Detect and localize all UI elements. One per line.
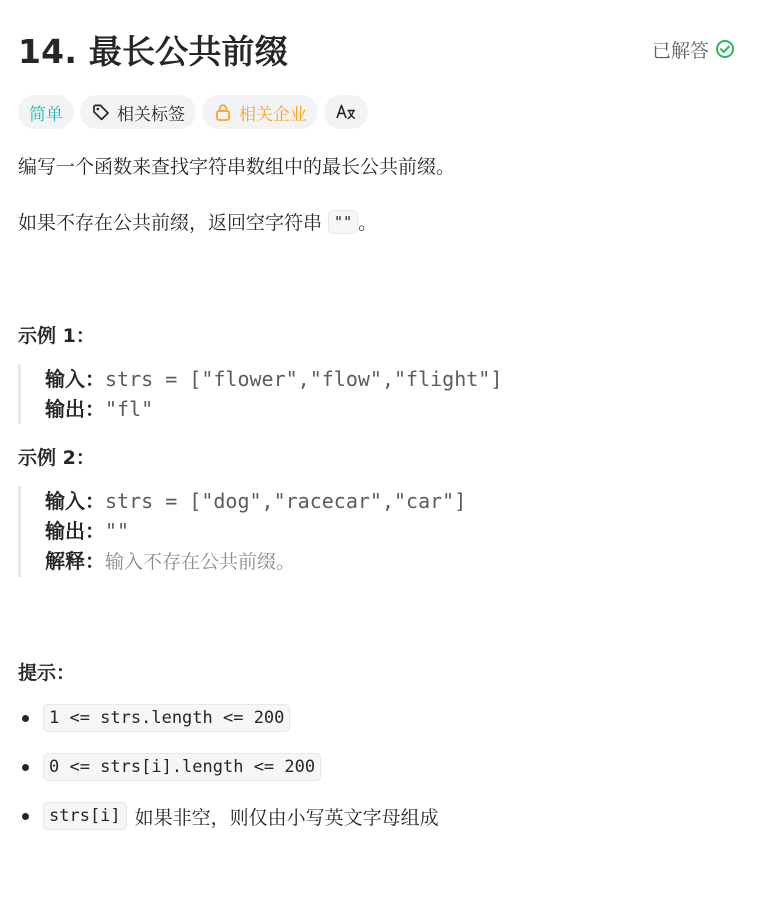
output-value: "" — [105, 519, 130, 543]
constraint-code: strs[i] — [43, 802, 127, 830]
example-2-input — [45, 486, 743, 516]
constraint-item — [18, 703, 743, 733]
example-1-input — [45, 364, 743, 394]
input-label: 输入： — [45, 367, 105, 391]
output-value: "fl" — [105, 397, 154, 421]
companies-tag-button[interactable] — [202, 95, 318, 129]
example-1-title: 示例 1： — [18, 325, 95, 347]
output-label: 输出： — [45, 519, 105, 543]
constraint-code: 1 <= strs.length <= 200 — [43, 704, 290, 732]
example-1-output — [45, 394, 743, 424]
translate-button[interactable] — [324, 95, 368, 129]
topics-tag-button[interactable] — [80, 95, 196, 129]
statement-line-2-text: 如果不存在公共前缀，返回空字符串 — [18, 212, 329, 234]
title-row — [18, 26, 743, 72]
example-2-block — [18, 486, 743, 577]
statement-line-2-suffix: 。 — [358, 212, 378, 234]
bullet-dot — [22, 715, 29, 722]
solved-status[interactable] — [652, 36, 735, 63]
companies-tag-label: 相关企业 — [239, 104, 307, 125]
problem-statement — [18, 152, 743, 238]
problem-description-panel — [0, 26, 761, 904]
constraints-title: 提示： — [18, 662, 76, 684]
bullet-dot — [22, 764, 29, 771]
topics-tag-label: 相关标签 — [117, 104, 185, 125]
check-circle-icon — [715, 39, 735, 59]
bullet-dot — [22, 813, 29, 820]
constraint-text: 如果非空，则仅由小写英文字母组成 — [134, 806, 439, 829]
problem-title[interactable]: 14. 最长公共前缀 — [18, 31, 288, 71]
output-label: 输出： — [45, 397, 105, 421]
explanation-label: 解释： — [45, 549, 105, 573]
empty-string-code: "" — [328, 210, 358, 234]
input-value: strs = ["flower","flow","flight"] — [105, 367, 503, 391]
example-2-output — [45, 516, 743, 546]
tag-icon — [91, 102, 111, 122]
translate-icon — [335, 102, 357, 122]
tag-row — [18, 94, 743, 130]
statement-line-2 — [18, 208, 743, 238]
difficulty-badge[interactable]: 简单 — [18, 95, 74, 129]
input-label: 输入： — [45, 489, 105, 513]
constraints-list — [18, 703, 743, 831]
example-2-explanation — [45, 546, 743, 577]
constraint-item — [18, 801, 743, 831]
constraint-code: 0 <= strs[i].length <= 200 — [43, 753, 321, 781]
explanation-value: 输入不存在公共前缀。 — [105, 551, 296, 573]
statement-line-1: 编写一个函数来查找字符串数组中的最长公共前缀。 — [18, 156, 456, 178]
example-1-block — [18, 364, 743, 424]
example-2-title: 示例 2： — [18, 447, 95, 469]
input-value: strs = ["dog","racecar","car"] — [105, 489, 467, 513]
constraint-item — [18, 752, 743, 782]
lock-icon — [213, 102, 233, 122]
solved-label: 已解答 — [651, 39, 709, 62]
